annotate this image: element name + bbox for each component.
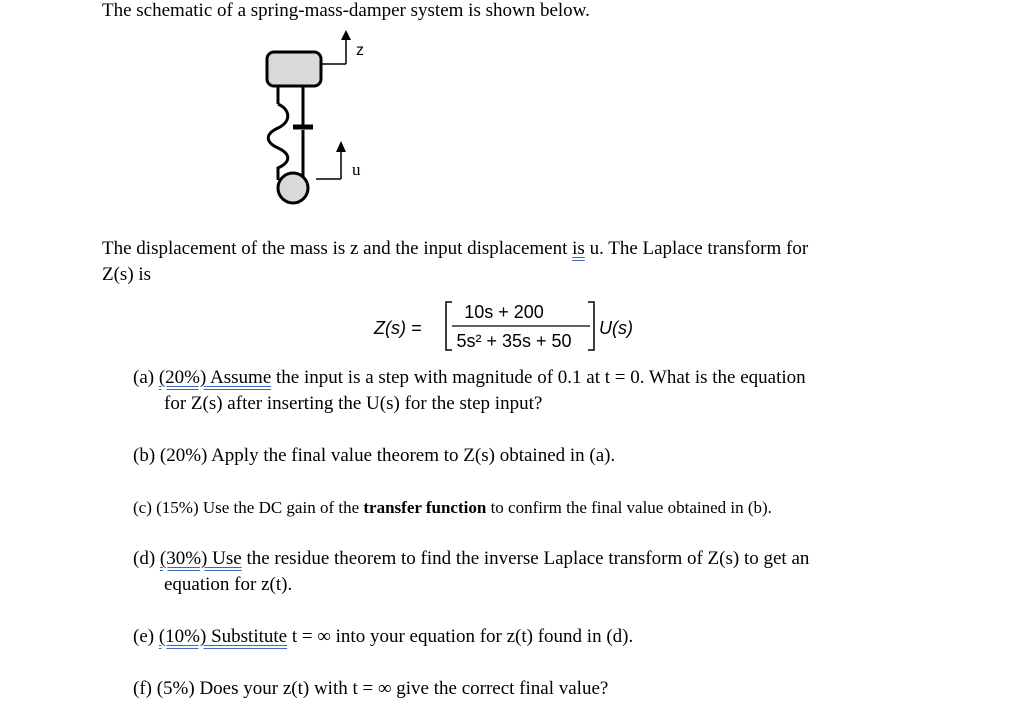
question-a-line-2: for Z(s) after inserting the U(s) for the step input? [164,393,543,414]
question-d: (d) (30%) Use the residue theorem to find the inverse Laplace transform of Z(s) to get an [133,548,810,569]
spring-mass-damper-schematic [255,30,385,210]
label-z: z [356,42,364,59]
z-arrow-icon [341,30,351,40]
equation-rhs: U(s) [599,318,633,338]
base-wheel [278,173,308,203]
u-arrow-icon [336,141,346,152]
paragraph-line-2: Z(s) is [102,264,152,285]
equation-denominator: 5s² + 35s + 50 [456,331,572,351]
question-a: (a) (20%) Assume the input is a step with magnitude of 0.1 at t = 0. What is the equation [133,367,806,388]
question-d-line-2: equation for z(t). [164,574,293,595]
equation-numerator: 10s + 200 [464,302,544,322]
paragraph-line-1: The displacement of the mass is z and the input displacement is u. The Laplace transform for [102,238,809,259]
spring [268,104,288,180]
question-e: (e) (10%) Substitute t = ∞ into your equation for z(t) found in (d). [133,626,634,647]
mass-block [267,52,321,86]
label-u: u [352,160,361,179]
equation-lhs: Z(s) = [374,318,422,338]
question-c: (c) (15%) Use the DC gain of the transfer function to confirm the final value obtained in (b). [133,498,772,517]
intro-text: The schematic of a spring-mass-damper system is shown below. [102,0,590,21]
transfer-function-equation [372,296,652,356]
question-f: (f) (5%) Does your z(t) with t = ∞ give the correct final value? [133,678,609,699]
question-b: (b) (20%) Apply the final value theorem to Z(s) obtained in (a). [133,445,616,466]
